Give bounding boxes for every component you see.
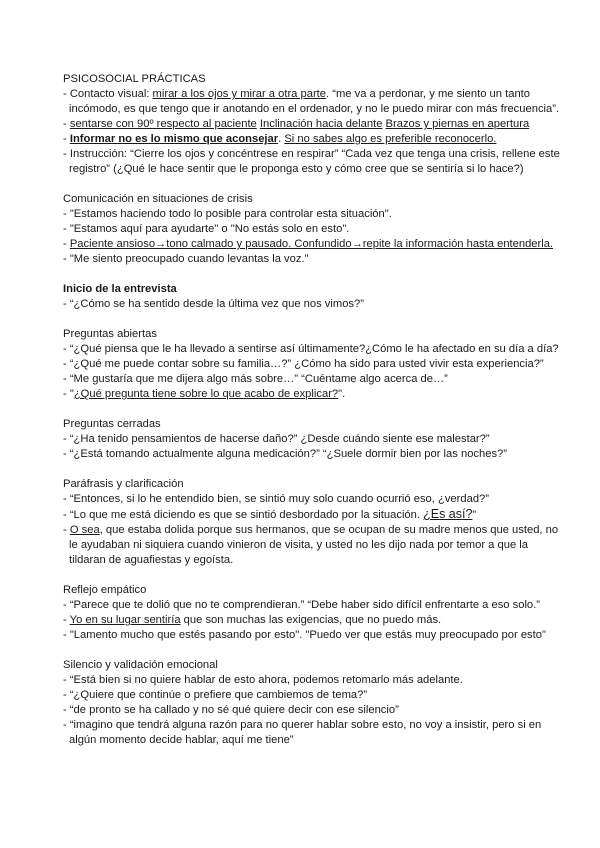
section-4 xyxy=(63,417,563,462)
text-run: - " xyxy=(63,388,74,400)
list-item xyxy=(63,222,563,237)
text-run: - "Lamento mucho que estés pasando por esto". "Puedo ver que estás muy preocupado por esto" xyxy=(63,629,546,641)
section-6 xyxy=(63,583,563,643)
text-run: - Instrucción: “Cierre los ojos y concéntrese en respirar” “Cada vez que tenga una crisis, rellene este registro” (¿Qué le hace sentir que le proponga esto y cómo cree que se sentiría si lo hace?) xyxy=(63,148,560,175)
underlined-text: Yo en su lugar sentiría xyxy=(69,614,181,626)
document-body xyxy=(63,72,563,763)
list-item xyxy=(63,132,563,147)
list-item xyxy=(63,87,563,117)
section-0 xyxy=(63,72,563,177)
list-item xyxy=(63,703,563,718)
list-item xyxy=(63,297,563,312)
section-3 xyxy=(63,327,563,402)
list-item xyxy=(63,492,563,507)
text-run: - “de pronto se ha callado y no sé qué quiere decir con ese silencio” xyxy=(63,704,399,716)
text-run: - xyxy=(63,238,70,250)
list-item xyxy=(63,357,563,372)
text-run: - xyxy=(63,614,70,626)
list-item xyxy=(63,432,563,447)
section-7 xyxy=(63,658,563,748)
text-run: - Contacto visual: xyxy=(63,88,153,100)
list-item xyxy=(63,673,563,688)
list-item xyxy=(63,598,563,613)
text-run: - “¿Quiere que continúe o prefiere que cambiemos de tema?” xyxy=(63,689,368,701)
list-item xyxy=(63,507,563,523)
section-title: Comunicación en situaciones de crisis xyxy=(63,193,253,205)
text-run: - "Estamos haciendo todo lo posible para controlar esta situación". xyxy=(63,208,392,220)
text-run: - "Estamos aquí para ayudarte" o "No estás solo en esto". xyxy=(63,223,350,235)
text-run: - “¿Cómo se ha sentido desde la última vez que nos vimos?” xyxy=(63,298,364,310)
text-run: - “Me gustaría que me dijera algo más sobre…” “Cuéntame algo acerca de…” xyxy=(63,373,448,385)
underlined-text: Si no sabes algo es preferible reconocerlo. xyxy=(284,133,497,145)
list-item xyxy=(63,237,563,252)
text-run: que son muchas las exigencias, que no puedo más. xyxy=(180,614,442,626)
underlined-text: Brazos y piernas en apertura xyxy=(385,118,530,130)
underlined-text: ¿Es así? xyxy=(423,507,473,521)
text-run: - “Entonces, si lo he entendido bien, se sintió muy solo cuando ocurrió eso, ¿verdad?” xyxy=(63,493,489,505)
section-title: Reflejo empático xyxy=(63,584,147,596)
underlined-text: O sea xyxy=(69,524,100,536)
text-run: - “¿Qué piensa que le ha llevado a sentirse así últimamente?¿Cómo le ha afectado en su día a día? xyxy=(63,343,559,355)
text-run: - xyxy=(63,524,70,536)
text-run: . “me va a perdonar, y me siento un tanto incómodo, es que tengo que ir anotando en el ordenador, y no le puedo mirar con más frecuencia”. xyxy=(69,88,560,115)
list-item xyxy=(63,252,563,267)
list-item xyxy=(63,147,563,177)
list-item xyxy=(63,628,563,643)
section-title: PSICOSOCIAL PRÁCTICAS xyxy=(63,73,206,85)
underlined-text: mirar a los ojos y mirar a otra parte xyxy=(152,88,327,100)
text-run: - xyxy=(63,133,70,145)
section-title: Inicio de la entrevista xyxy=(63,283,177,295)
section-2 xyxy=(63,282,563,312)
list-item xyxy=(63,523,563,568)
section-title: Paráfrasis y clarificación xyxy=(63,478,184,490)
underlined-text: sentarse con 90º respecto al paciente xyxy=(69,118,257,130)
list-item xyxy=(63,688,563,703)
section-title: Silencio y validación emocional xyxy=(63,659,218,671)
text-run: - “Está bien si no quiere hablar de esto ahora, podemos retomarlo más adelante. xyxy=(63,674,463,686)
text-run: - “Lo que me está diciendo es que se sintió desbordado por la situación. xyxy=(63,509,424,521)
section-1 xyxy=(63,192,563,267)
underlined-text: ¿Qué pregunta tiene sobre lo que acabo de explicar? xyxy=(73,388,339,400)
text-run: - xyxy=(63,118,70,130)
list-item xyxy=(63,372,563,387)
list-item xyxy=(63,117,563,132)
list-item xyxy=(63,342,563,357)
list-item xyxy=(63,718,563,748)
underlined-text: Inclinación hacia delante xyxy=(259,118,383,130)
list-item xyxy=(63,613,563,628)
text-run: ” xyxy=(472,509,477,521)
list-item xyxy=(63,207,563,222)
text-run: - “¿Está tomando actualmente alguna medicación?” “¿Suele dormir bien por las noches?” xyxy=(63,448,507,460)
text-run: - “¿Ha tenido pensamientos de hacerse daño?” ¿Desde cuándo siente ese malestar?” xyxy=(63,433,490,445)
text-run: , que estaba dolida porque sus hermanos, que se ocupan de su madre menos que usted, no le ayudaban ni siquiera cuando vinieron de visita, y usted no les dijo nada por temor a que la tildaran de aguafiestas y egoísta. xyxy=(69,524,559,566)
text-run: ". xyxy=(338,388,346,400)
text-run: . xyxy=(278,133,285,145)
text-run: - “imagino que tendrá alguna razón para no querer hablar sobre esto, no voy a insistir, pero si en algún momento decide hablar, aquí me tiene” xyxy=(63,719,542,746)
text-run: - "Me siento preocupado cuando levantas la voz." xyxy=(63,253,309,265)
section-title: Preguntas abiertas xyxy=(63,328,157,340)
underlined-text: Paciente ansioso→tono calmado y pausado. Confundido→repite la información hasta entenderla. xyxy=(69,238,554,250)
text-run: - “¿Qué me puede contar sobre su familia…?” ¿Cómo ha sido para usted vivir esta experiencia?” xyxy=(63,358,544,370)
text-run: - “Parece que te dolió que no te comprendieran.” “Debe haber sido difícil enfrentarte a eso solo.” xyxy=(63,599,540,611)
underlined-text: Informar no es lo mismo que aconsejar xyxy=(69,133,279,145)
list-item xyxy=(63,447,563,462)
section-5 xyxy=(63,477,563,568)
list-item xyxy=(63,387,563,402)
section-title: Preguntas cerradas xyxy=(63,418,161,430)
